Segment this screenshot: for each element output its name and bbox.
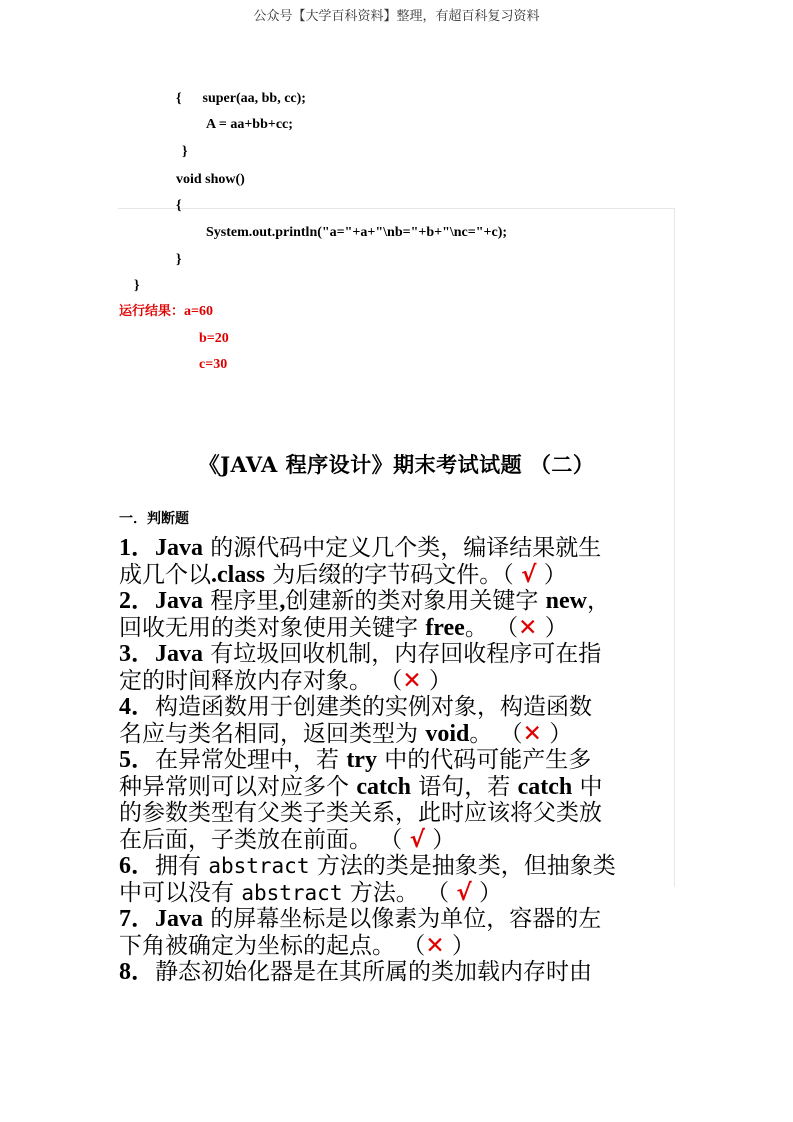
q5-kw1: try [346, 747, 377, 773]
page-header: 公众号【大学百科资料】整理，有超百科复习资料 [253, 9, 540, 24]
q8-num: 8． [119, 959, 155, 985]
section-title: 一．判断题 [119, 511, 189, 527]
run-result-c: c=30 [199, 357, 228, 372]
q2-t5: 。 （ [464, 614, 519, 641]
code-line-8: } [134, 278, 140, 293]
q4-t2: 名应与类名相同，返回类型为 [119, 720, 426, 747]
q7-t3: ） [444, 932, 475, 959]
exam-title: 《JAVA 程序设计》期末考试试题 （二） [198, 452, 595, 477]
q4-kw1: void [425, 720, 470, 747]
q6-t5: ） [471, 879, 503, 906]
question-3 [119, 641, 679, 694]
q7-cross-mark: ✕ [425, 932, 445, 959]
q4-num: 4． [119, 694, 155, 720]
q2-kw3: new [545, 588, 587, 614]
question-2 [119, 588, 679, 641]
q4-cross-mark: ✕ [522, 720, 542, 747]
q1-t1: 的源代码中定义几个类，编译结果就生 [203, 535, 602, 561]
q7-num: 7． [119, 906, 155, 932]
q1-num: 1． [119, 535, 155, 561]
code-line-7: } [176, 252, 182, 267]
run-result-b: b=20 [199, 331, 229, 346]
q2-num: 2． [119, 588, 155, 614]
q2-kw4: free [425, 614, 465, 641]
run-result-a: a=60 [184, 304, 213, 319]
code-line-5: { [176, 198, 182, 213]
q5-t6: 的参数类型有父类子类关系，此时应该将父类放 [119, 800, 602, 826]
code-line-1: { super(aa, bb, cc); [176, 91, 306, 106]
q6-num: 6． [119, 853, 155, 879]
q2-t3: ， [586, 588, 610, 614]
run-result-label: 运行结果： [119, 304, 185, 319]
code-line-3: } [182, 144, 188, 159]
question-6 [119, 853, 679, 906]
q6-t1: 拥有 [155, 853, 209, 879]
q2-t1: 程序里 [203, 588, 280, 614]
q5-t1: 在异常处理中，若 [155, 747, 347, 773]
q3-t3: ） [421, 667, 452, 694]
question-1 [119, 535, 679, 588]
q1-check-mark: √ [521, 561, 537, 588]
q5-t8: ） [424, 826, 456, 853]
q2-kw2: , [279, 588, 286, 614]
q7-kw1: Java [155, 906, 203, 932]
q2-t4: 回收无用的类对象使用关键字 [119, 614, 426, 641]
q2-t6: ） [537, 614, 568, 641]
q5-t7: 在后面，子类放在前面。 （ [119, 826, 410, 853]
q7-t2: 下角被确定为坐标的起点。 （ [119, 932, 426, 959]
q5-check-mark: √ [409, 826, 425, 853]
q6-check-mark: √ [456, 879, 472, 906]
q3-num: 3． [119, 641, 155, 667]
q1-t3: 为后缀的字节码文件。（ [265, 561, 522, 588]
q3-kw1: Java [155, 641, 203, 667]
q1-t4: ） [536, 561, 567, 588]
code-line-6: System.out.println("a="+a+"\nb="+b+"\nc="+c); [206, 225, 508, 240]
question-4 [119, 694, 679, 747]
q2-cross-mark: ✕ [518, 614, 538, 641]
q6-t2: 方法的类是抽象类，但抽象类 [309, 853, 616, 879]
question-7 [119, 906, 679, 959]
q2-kw1: Java [155, 588, 203, 614]
q1-t2: 成几个以 [119, 561, 211, 588]
q2-t2: 创建新的类对象用关键字 [285, 588, 546, 614]
code-line-2: A = aa+bb+cc; [206, 117, 293, 132]
q5-kw3: catch [517, 773, 573, 800]
q5-t5: 中 [572, 773, 603, 800]
q7-t1: 的屏幕坐标是以像素为单位，容器的左 [203, 906, 602, 932]
code-line-4: void show() [176, 172, 245, 187]
question-8 [119, 959, 679, 986]
q6-kw2: abstract [241, 880, 343, 905]
q5-t2: 中的代码可能产生多 [376, 747, 592, 773]
q3-cross-mark: ✕ [402, 667, 422, 694]
q8-t1: 静态初始化器是在其所属的类加载内存时由 [155, 959, 592, 985]
q5-kw2: catch [356, 773, 411, 800]
q1-kw2: .class [211, 561, 265, 588]
q5-t3: 种异常则可以对应多个 [119, 773, 357, 800]
question-5 [119, 747, 679, 853]
run-result [119, 304, 213, 320]
q4-t1: 构造函数用于创建类的实例对象，构造函数 [155, 694, 592, 720]
q3-t2: 定的时间释放内存对象。 （ [119, 667, 403, 694]
q4-t4: ） [541, 720, 573, 747]
q3-t1: 有垃圾回收机制，内存回收程序可在指 [203, 641, 602, 667]
q5-t4: 语句，若 [410, 773, 518, 800]
q4-t3: 。 （ [469, 720, 523, 747]
q6-t4: 方法。 （ [342, 879, 457, 906]
q1-kw1: Java [155, 535, 203, 561]
q6-kw1: abstract [208, 854, 310, 878]
q6-t3: 中可以没有 [119, 879, 242, 906]
q5-num: 5． [119, 747, 155, 773]
